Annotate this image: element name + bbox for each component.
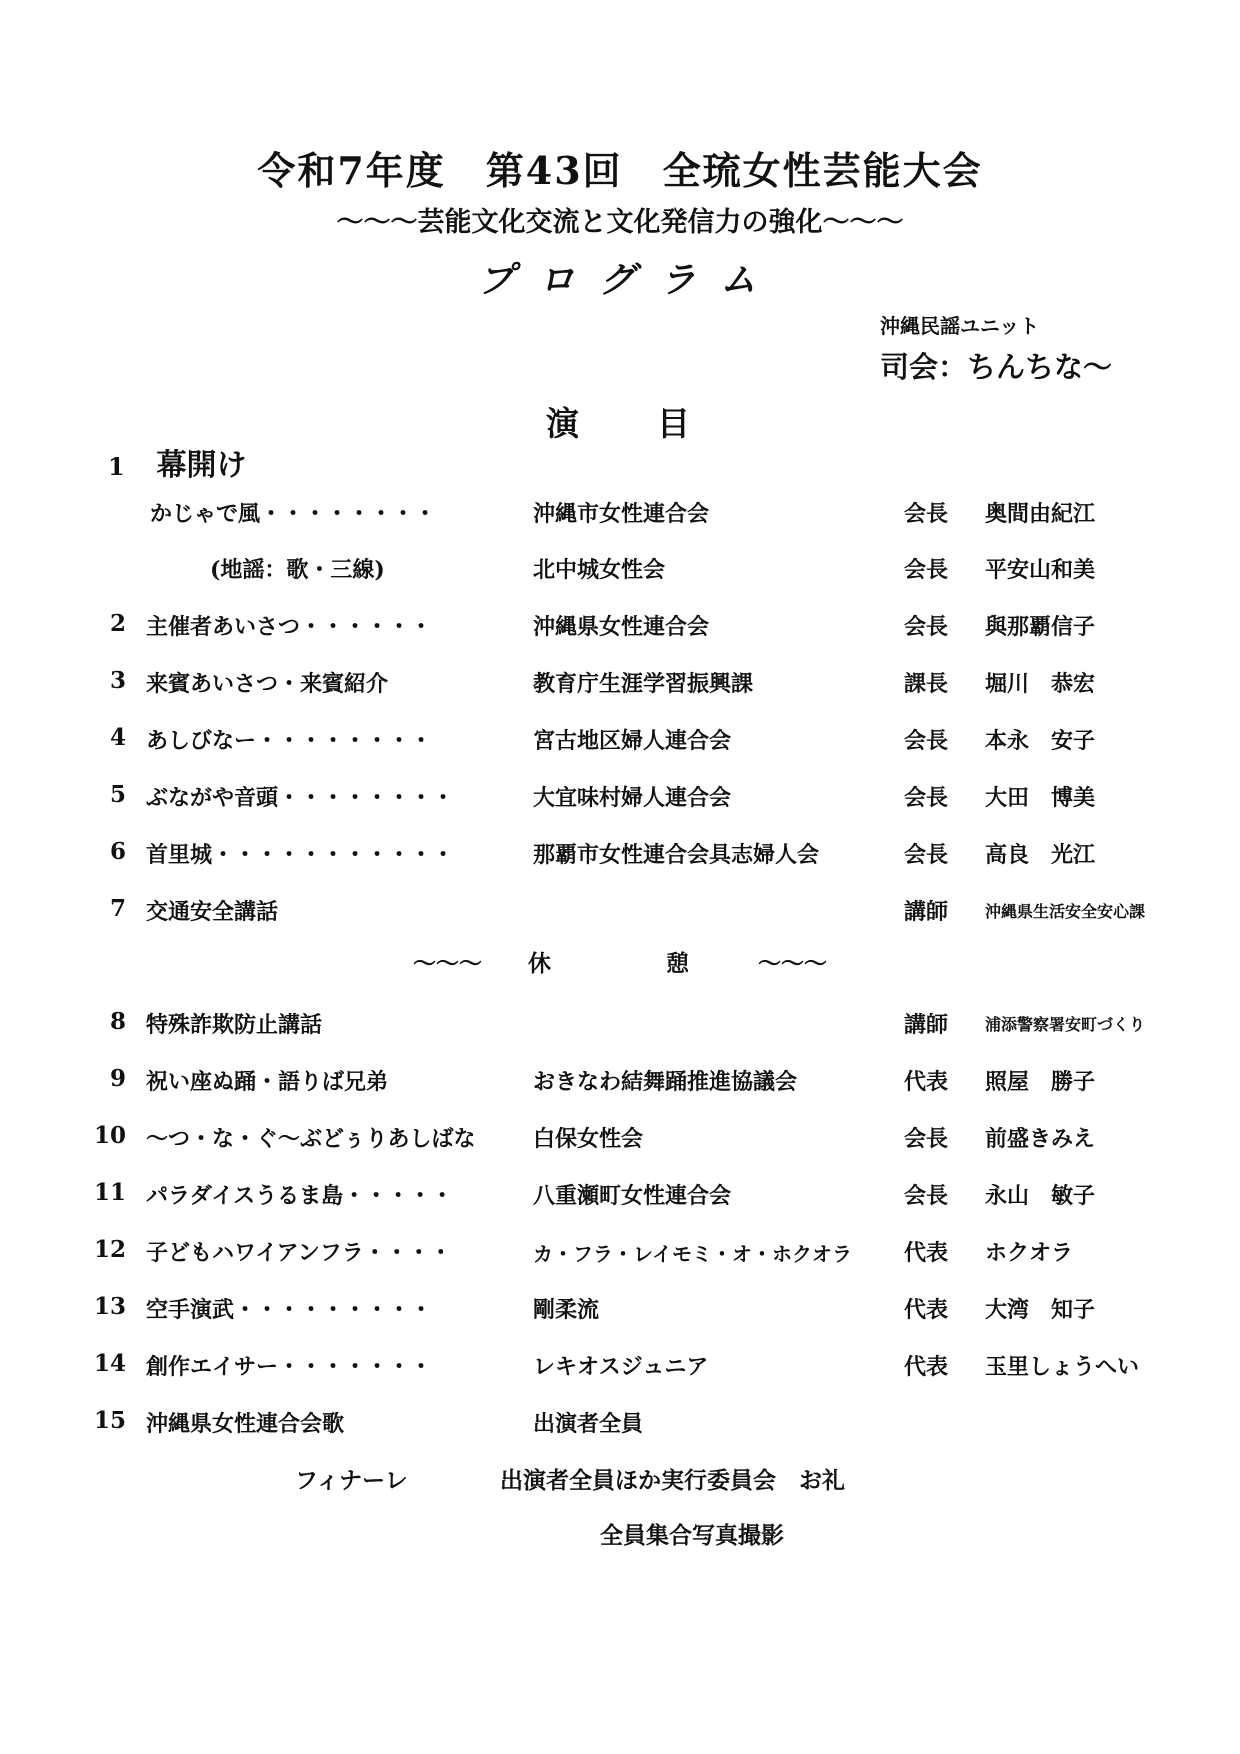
program-row [0,1122,1240,1158]
row-role: 講師 [904,899,949,925]
opening-number: 1 [108,452,125,481]
row-group: おきなわ結舞踊推進協議会 [533,1069,798,1095]
row-group: 白保女性会 [533,1126,644,1152]
program-row [0,724,1240,760]
row-number: 7 [109,895,126,922]
row-piece: 祝い座ぬ踊・語りば兄弟 [146,1069,389,1095]
row-number: 10 [93,1122,126,1149]
finale-text: 出演者全員ほか実行委員会 お礼 [500,1467,845,1494]
row-number: 2 [109,610,126,637]
row-person: ホクオラ [985,1240,1074,1266]
row-role: 代表 [904,1354,949,1380]
program-row [0,781,1240,817]
row-role: 講師 [904,1012,949,1038]
row-role: 代表 [904,1069,949,1095]
row-group: 八重瀬町女性連合会 [533,1183,732,1209]
row-person: 本永 安子 [985,728,1096,754]
row-group: 教育庁生涯学習振興課 [533,671,754,697]
row-role: 会長 [904,614,949,640]
row-number: 13 [93,1293,126,1320]
row-person: 高良 光江 [985,842,1096,868]
row-group: 那覇市女性連合会具志婦人会 [533,842,820,868]
row-group: 北中城女性会 [533,557,666,583]
group-photo-note: 全員集合写真撮影 [600,1522,784,1549]
event-title: 令和7年度 第43回 全琉女性芸能大会 [257,148,983,193]
row-person: 沖縄県生活安全安心課 [985,902,1146,921]
row-role: 代表 [904,1240,949,1266]
row-person: 照屋 勝子 [985,1069,1096,1095]
row-role: 会長 [904,557,949,583]
row-role: 会長 [904,842,949,868]
row-piece: パラダイスうるま島・・・・・ [146,1183,454,1209]
program-row [0,1236,1240,1272]
row-piece: 空手演武・・・・・・・・・ [146,1297,433,1323]
program-heading: プ ロ グ ラ ム [477,259,763,301]
row-group: 沖縄県女性連合会 [533,614,710,640]
row-piece: かじゃで風・・・・・・・・ [150,501,437,527]
row-piece: 来賓あいさつ・来賓紹介 [146,671,389,697]
program-row [0,610,1240,646]
program-row [0,1293,1240,1329]
row-person: 玉里しょうへい [985,1354,1140,1380]
intermission: ～～～ 休 憩 ～～～ [413,950,827,977]
finale-label: フィナーレ [295,1467,408,1494]
row-piece: 沖縄県女性連合会歌 [146,1411,345,1437]
row-person: 平安山和美 [985,557,1096,583]
row-person: 大湾 知子 [985,1297,1096,1323]
program-row [0,1008,1240,1044]
row-group: 宮古地区婦人連合会 [533,728,732,754]
program-row [0,553,1240,589]
row-piece: ぶながや音頭・・・・・・・・ [146,785,455,811]
opening-heading [108,440,246,484]
row-number: 11 [93,1179,126,1206]
row-role: 会長 [904,1126,949,1152]
row-role: 会長 [904,728,949,754]
row-person: 奥間由紀江 [985,501,1096,527]
program-row [0,1350,1240,1386]
section-title: 演 目 [546,404,694,443]
row-number: 5 [109,781,126,808]
row-number: 3 [109,667,126,694]
mc-name: 司会：ちんちな～ [880,350,1113,384]
opening-title: 幕開け [156,448,247,483]
row-piece: 子どもハワイアンフラ・・・・ [146,1240,452,1266]
row-piece: 特殊詐欺防止講話 [146,1012,323,1038]
row-number: 14 [93,1350,126,1377]
row-group: 沖縄市女性連合会 [533,501,710,527]
row-group: 出演者全員 [533,1411,644,1437]
row-person: 前盛きみえ [985,1126,1096,1152]
program-row [0,1179,1240,1215]
program-row [0,497,1240,533]
row-piece: (地謡：歌・三線) [210,557,385,583]
row-piece: 交通安全講話 [146,899,279,925]
program-row [0,667,1240,703]
row-number: 6 [109,838,126,865]
row-number: 15 [93,1407,126,1434]
row-person: 浦添警察署安町づくり [985,1015,1146,1034]
row-piece: あしびなー・・・・・・・・ [146,728,433,754]
row-role: 課長 [904,671,949,697]
row-number: 12 [93,1236,126,1263]
row-piece: 首里城・・・・・・・・・・・ [146,842,455,868]
row-group: レキオスジュニア [533,1354,709,1380]
row-group: カ・フラ・レイモミ・オ・ホクオラ [533,1242,852,1266]
program-row [0,1407,1240,1443]
row-number: 9 [109,1065,126,1092]
row-number: 8 [109,1008,126,1035]
row-person: 大田 博美 [985,785,1096,811]
program-row [0,1065,1240,1101]
row-group: 大宜味村婦人連合会 [533,785,732,811]
row-piece: 主催者あいさつ・・・・・・ [146,614,433,640]
program-row [0,838,1240,874]
row-piece: ～つ・な・ぐ～ぶどぅりあしばな [146,1126,476,1152]
row-group: 剛柔流 [533,1297,600,1323]
row-person: 永山 敏子 [985,1183,1096,1209]
row-number: 4 [109,724,126,751]
mc-unit: 沖縄民謡ユニット [880,314,1040,338]
row-person: 堀川 恭宏 [985,671,1096,697]
row-role: 会長 [904,501,949,527]
row-role: 代表 [904,1297,949,1323]
row-role: 会長 [904,1183,949,1209]
event-subtitle: ～～～芸能文化交流と文化発信力の強化～～～ [336,207,904,238]
row-piece: 創作エイサー・・・・・・・ [146,1354,433,1380]
program-row [0,895,1240,931]
row-role: 会長 [904,785,949,811]
row-person: 與那覇信子 [985,614,1096,640]
